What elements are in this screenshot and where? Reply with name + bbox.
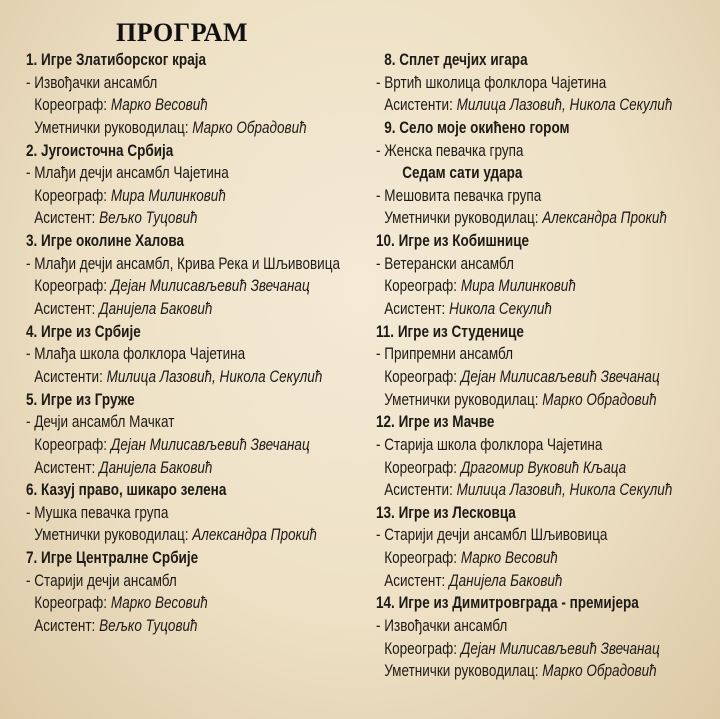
credit-line <box>26 185 340 208</box>
program-item-heading: 1. Игре Златиборског краја <box>26 51 207 69</box>
credit-name: Мира Милинковић <box>110 186 226 205</box>
program-item-heading: 2. Југоисточна Србија <box>26 141 174 160</box>
credit-role: Кореограф: <box>34 277 111 296</box>
credit-name: Данијела Баковић <box>99 458 213 477</box>
credit-role: Уметнички руководилац: <box>34 526 193 545</box>
program-item-heading: 5. Игре из Груже <box>26 390 135 409</box>
credit-line <box>376 366 672 389</box>
credit-line <box>376 570 672 593</box>
credit-name: Драгомир Вуковић Кљаца <box>460 458 627 477</box>
credit-role: Кореограф: <box>34 594 111 613</box>
credit-role: Уметнички руководилац: <box>384 209 543 228</box>
credit-line <box>376 457 672 480</box>
credit-line <box>26 524 340 547</box>
credit-name: Александра Прокић <box>192 526 317 545</box>
credit-role: Уметнички руководилац: <box>384 390 543 409</box>
ensemble-line: - Млађа школа фолклора Чајетина <box>26 345 246 364</box>
credit-role: Кореограф: <box>384 549 461 568</box>
credit-name: Мира Милинковић <box>460 277 576 296</box>
ensemble-line: - Старији дечји ансамбл <box>26 571 177 590</box>
credit-name: Марко Весовић <box>460 549 558 568</box>
credit-line <box>26 615 340 638</box>
program-item-heading: Седам сати удара <box>402 164 523 183</box>
credit-role: Кореограф: <box>34 435 111 454</box>
program-item-heading: 3. Игре околине Халова <box>26 232 185 251</box>
credit-name: Милица Лазовић, Никола Секулић <box>456 481 673 500</box>
credit-name: Марко Весовић <box>110 594 208 613</box>
credit-line <box>376 547 672 570</box>
credit-role: Асистент: <box>34 458 100 477</box>
credit-line <box>376 660 672 683</box>
ensemble-line: - Мешовита певачка група <box>376 186 542 205</box>
program-item-heading: 14. Игре из Димитровграда - премијера <box>376 594 639 613</box>
credit-line <box>376 207 672 230</box>
credit-line <box>376 389 672 412</box>
credit-name: Марко Обрадовић <box>542 662 657 681</box>
credit-name: Марко Весовић <box>110 96 208 115</box>
credit-line <box>376 638 672 661</box>
credit-role: Кореограф: <box>384 458 461 477</box>
credit-role: Асистент: <box>384 300 450 319</box>
credit-line <box>26 366 340 389</box>
credit-line <box>376 275 672 298</box>
credit-name: Дејан Милисављевић Звечанац <box>460 367 660 386</box>
credit-name: Данијела Баковић <box>99 300 213 319</box>
credit-line <box>26 117 340 140</box>
credit-line <box>376 298 672 321</box>
program-item-heading: 13. Игре из Лесковца <box>376 503 516 522</box>
credit-name: Данијела Баковић <box>449 571 563 590</box>
program-item-heading: 11. Игре из Студенице <box>376 322 524 341</box>
credit-role: Кореограф: <box>34 186 111 205</box>
credit-name: Марко Обрадовић <box>192 118 307 137</box>
credit-name: Марко Обрадовић <box>542 390 657 409</box>
credit-role: Асистент: <box>34 300 100 319</box>
credit-line <box>26 592 340 615</box>
program-title: ПРОГРАМ <box>116 18 249 47</box>
credit-name: Дејан Милисављевић Звечанац <box>110 277 310 296</box>
program-item-heading: 6. Казуј право, шикаро зелена <box>26 481 227 500</box>
credit-role: Кореограф: <box>34 96 111 115</box>
program-column-left <box>26 49 409 638</box>
credit-line <box>26 298 340 321</box>
ensemble-line: - Мушка певачка група <box>26 503 169 522</box>
credit-name: Дејан Милисављевић Звечанац <box>110 435 310 454</box>
credit-line <box>376 479 672 502</box>
credit-role: Асистент: <box>34 209 100 228</box>
credit-line <box>376 94 672 117</box>
ensemble-line: - Старији дечји ансамбл Шљивовица <box>376 526 608 545</box>
credit-role: Кореограф: <box>384 639 461 658</box>
program-item-heading: 8. Сплет дечјих игара <box>384 51 528 69</box>
program-item-heading: 4. Игре из Србије <box>26 322 141 341</box>
program-item-heading: 9. Село моје окићено гором <box>384 118 570 137</box>
program-item-heading: 10. Игре из Кобишнице <box>376 232 530 251</box>
ensemble-line: - Старија школа фолклора Чајетина <box>376 435 603 454</box>
credit-line <box>26 457 340 480</box>
credit-role: Асистент: <box>384 571 450 590</box>
credit-name: Александра Прокић <box>542 209 667 228</box>
credit-name: Вељко Туцовић <box>99 209 198 228</box>
credit-role: Кореограф: <box>384 277 461 296</box>
credit-name: Дејан Милисављевић Звечанац <box>460 639 660 658</box>
credit-role: Асистенти: <box>34 367 107 386</box>
credit-role: Асистенти: <box>384 481 457 500</box>
credit-line <box>26 207 340 230</box>
credit-role: Уметнички руководилац: <box>34 118 193 137</box>
program-item-heading: 12. Игре из Мачве <box>376 413 495 432</box>
ensemble-line: - Припремни ансамбл <box>376 345 514 364</box>
credit-role: Уметнички руководилац: <box>384 662 543 681</box>
ensemble-line: - Женска певачка група <box>376 141 524 160</box>
credit-line <box>26 275 340 298</box>
program-item-heading: 7. Игре Централне Србије <box>26 549 199 568</box>
ensemble-line: - Млађи дечји ансамбл, Крива Река и Шљивовица <box>26 254 340 273</box>
credit-role: Асистенти: <box>384 96 457 115</box>
credit-name: Милица Лазовић, Никола Секулић <box>106 367 323 386</box>
credit-role: Кореограф: <box>384 367 461 386</box>
credit-name: Милица Лазовић, Никола Секулић <box>456 96 673 115</box>
credit-name: Никола Секулић <box>449 300 552 319</box>
ensemble-line: - Дечји ансамбл Мачкат <box>26 413 175 432</box>
credit-name: Вељко Туцовић <box>99 617 198 636</box>
ensemble-line: - Млађи дечји ансамбл Чајетина <box>26 164 229 183</box>
credit-role: Асистент: <box>34 617 100 636</box>
ensemble-line: - Ветерански ансамбл <box>376 254 514 273</box>
ensemble-line: - Извођачки ансамбл <box>26 73 158 92</box>
program-column-right <box>376 49 720 683</box>
credit-line <box>26 434 340 457</box>
ensemble-line: - Вртић школица фолклора Чајетина <box>376 73 607 92</box>
ensemble-line: - Извођачки ансамбл <box>376 617 508 636</box>
credit-line <box>26 94 340 117</box>
